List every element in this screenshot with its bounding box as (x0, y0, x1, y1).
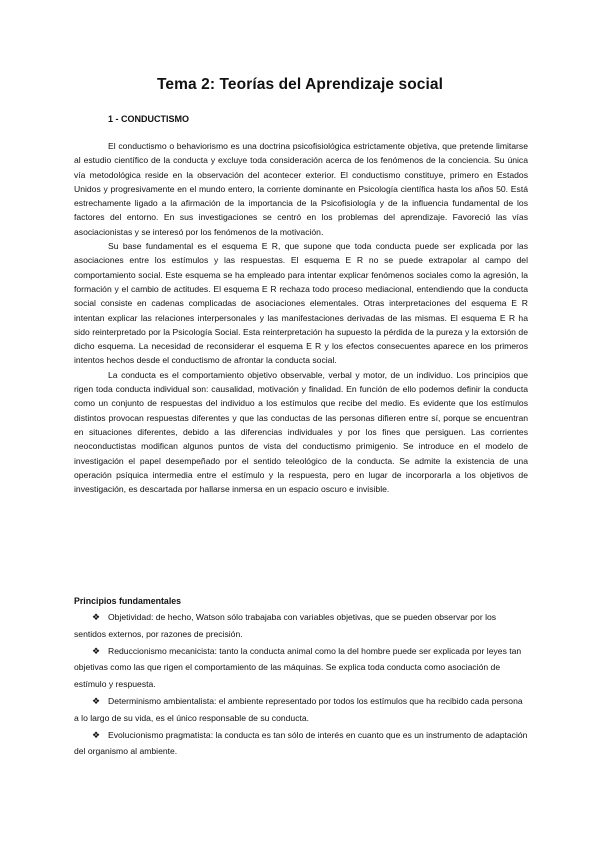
diamond-bullet-icon: ❖ (92, 612, 101, 622)
principles-list (74, 609, 528, 760)
body-text (74, 139, 528, 496)
diamond-bullet-icon: ❖ (92, 645, 101, 656)
list-item (74, 727, 528, 761)
list-item-text: Reduccionismo mecanicista: tanto la conducta animal como la del hombre puede ser explicada por leyes tan objetivas como las que rigen el comportamiento de las máquinas. Se explica toda conducta como asociación de estímulo y respuesta. (74, 645, 522, 690)
paragraph: El conductismo o behaviorismo es una doctrina psicofisiológica estrictamente objetiva, que pretende limitarse al estudio científico de la conducta y excluye toda consideración acerca de los fenómenos de la conciencia. Su única vía metodológica reside en la observación del acontecer exterior. El conductismo constituye, primero en Estados Unidos y progresivamente en el mundo entero, la corriente dominante en Psicología científica hasta los años 50. Está estrechamente ligado a la afirmación de la importancia de la Psicofisiología y de la influencia fundamental de los factores del entorno. En sus investigaciones se centró en los problemas del aprendizaje. Favoreció las vías asociacionistas y se interesó por los fenómenos de la motivación. (74, 141, 528, 237)
page-title: Tema 2: Teorías del Aprendizaje social (156, 76, 444, 93)
list-item (74, 609, 528, 643)
list-item (74, 693, 528, 727)
section-heading: 1 - CONDUCTISMO (108, 114, 189, 124)
list-item-text: Objetividad: de hecho, Watson sólo trabajaba con variables objetivas, que se pueden observar por los sentidos externos, por razones de precisión. (74, 612, 497, 639)
diamond-bullet-icon: ❖ (92, 695, 101, 706)
list-item-text: Evolucionismo pragmatista: la conducta es tan sólo de interés en cuanto que es un instrumento de adaptación del organismo al ambiente. (74, 729, 528, 757)
principles-heading: Principios fundamentales (74, 596, 182, 606)
paragraph: Su base fundamental es el esquema E R, que supone que toda conducta puede ser explicada por las asociaciones entre los estímulos y las respuestas. El esquema E R no se puede extrapolar al campo del comportamiento social. Este esquema se ha empleado para intentar explicar fenómenos sociales como la agresión, la formación y el cambio de actitudes. El esquema E R rechaza todo proceso mediacional, entendiendo que la conducta social consiste en cadenas complicadas de asociaciones elementales. Otras interpretaciones del esquema E R intentan explicar las relaciones interpersonales y las manifestaciones derivadas de las mismas. El esquema E R ha sido reinterpretado por la Psicología Social. Esta reinterpretación ha supuesto la pérdida de la pureza y la extorsión de dicho esquema. La necesidad de reconsiderar el esquema E R y los efectos consecuentes aparece en los primeros intentos hechos desde el conductismo de afrontar la conducta social. (74, 241, 528, 366)
paragraph: La conducta es el comportamiento objetivo observable, verbal y motor, de un individuo. Los principios que rigen toda conducta individual son: causalidad, motivación y finalidad. En función de ello podemos definir la conducta como un conjunto de respuestas del individuo a los estímulos que recibe del medio. Es evidente que los estímulos distintos provocan respuestas diferentes y que las conductas de las personas difieren entre sí, porque se encuentran en situaciones diferentes, debido a las diferencias individuales y por los fines que persiguen. Las corrientes neoconductistas modifican algunos puntos de vista del conductismo primigenio. Se introduce en el modelo de investigación el papel desempeñado por el sentido teleológico de la conducta. Se admite la existencia de una operación psíquica intermedia entre el estímulo y la respuesta, pero en lugar de incorporarla a los objetivos de investigación, es descartada por hallarse inmersa en un espacio oscuro e invisible. (74, 369, 528, 495)
list-item (74, 643, 528, 693)
diamond-bullet-icon: ❖ (92, 729, 101, 740)
list-item-text: Determinismo ambientalista: el ambiente representado por todos los estímulos que ha recibido cada persona a lo largo de su vida, es el único responsable de su conducta. (74, 695, 523, 723)
